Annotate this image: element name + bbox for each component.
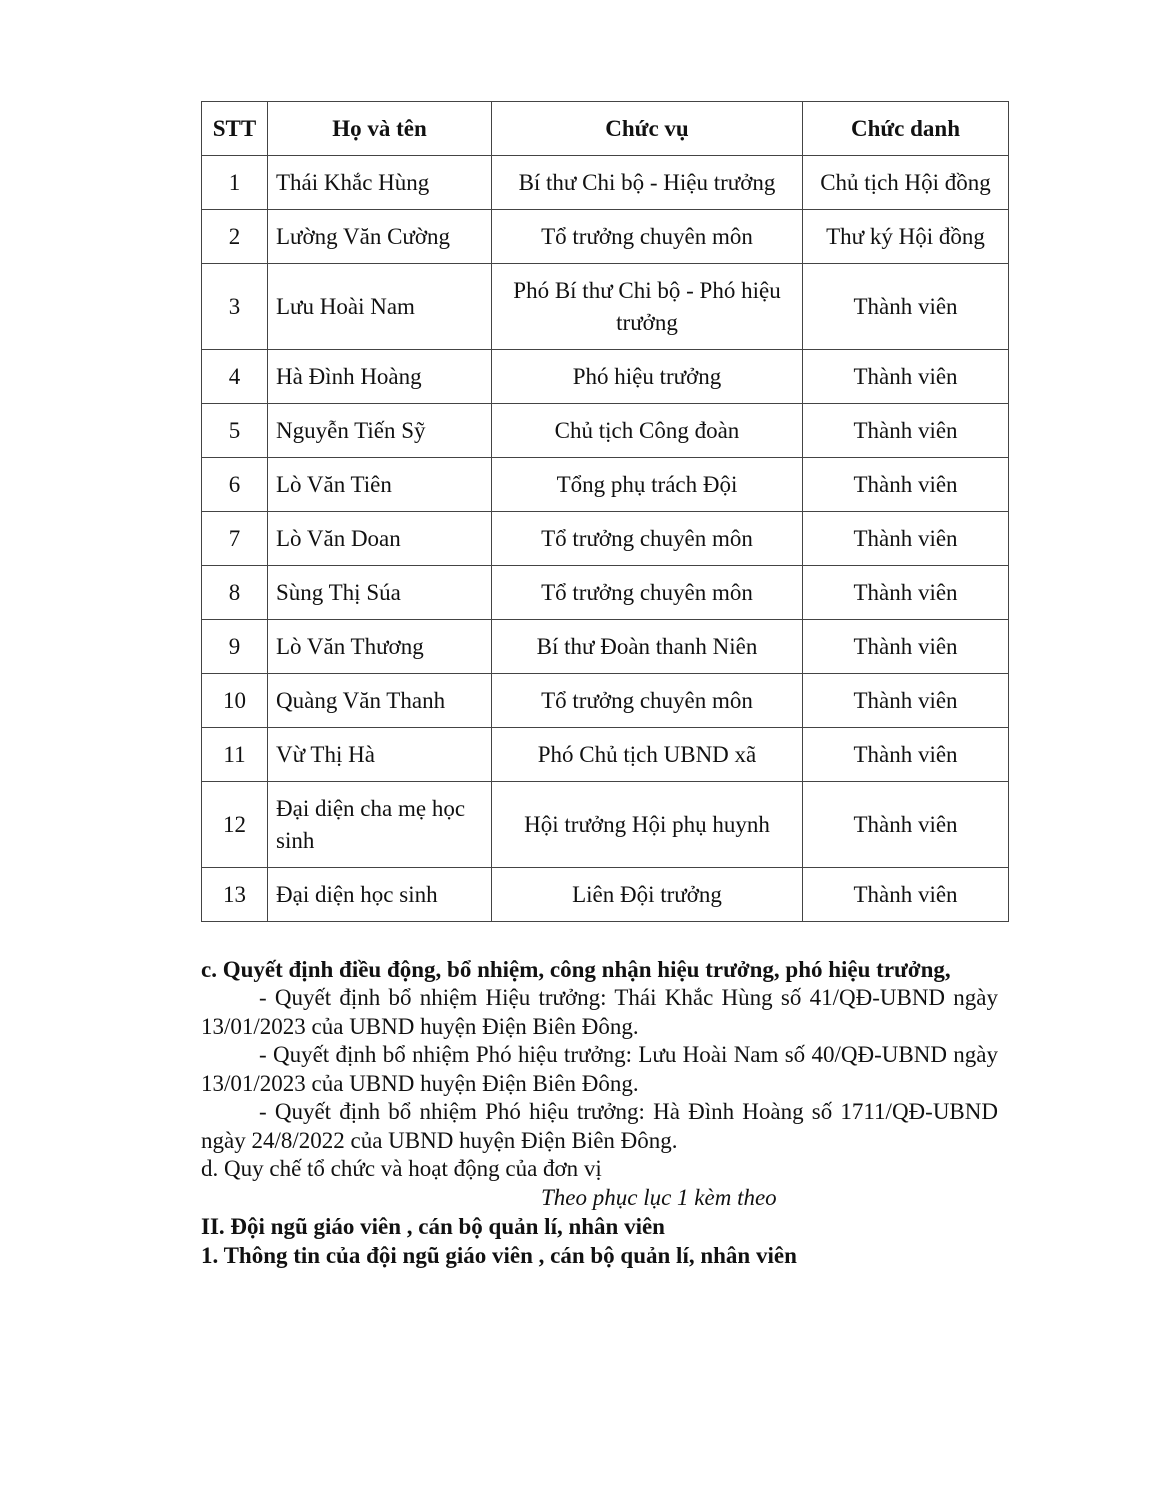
cell-position: Tổ trưởng chuyên môn: [492, 566, 803, 620]
header-name: Họ và tên: [268, 102, 492, 156]
section-d-heading: d. Quy chế tổ chức và hoạt động của đơn vị: [201, 1156, 602, 1181]
cell-name: Hà Đình Hoàng: [268, 350, 492, 404]
table-row: [202, 404, 1009, 458]
table-row: [202, 782, 1009, 868]
cell-name: Thái Khắc Hùng: [268, 156, 492, 210]
header-position: Chức vụ: [492, 102, 803, 156]
table-row: [202, 458, 1009, 512]
table-row: [202, 350, 1009, 404]
council-members-table: [201, 101, 1009, 922]
table-row: [202, 156, 1009, 210]
cell-title: Thành viên: [803, 264, 1009, 350]
cell-title: Thành viên: [803, 782, 1009, 868]
cell-title: Thành viên: [803, 620, 1009, 674]
table-header-row: [202, 102, 1009, 156]
cell-stt: 11: [202, 728, 268, 782]
section-c-heading: c. Quyết định điều động, bổ nhiệm, công nhận hiệu trưởng, phó hiệu trưởng,: [201, 957, 951, 982]
cell-position: Bí thư Chi bộ - Hiệu trưởng: [492, 156, 803, 210]
cell-title: Thành viên: [803, 350, 1009, 404]
cell-position: Bí thư Đoàn thanh Niên: [492, 620, 803, 674]
cell-title: Thành viên: [803, 566, 1009, 620]
cell-title: Thư ký Hội đồng: [803, 210, 1009, 264]
section-c-item: - Quyết định bổ nhiệm Hiệu trưởng: Thái Khắc Hùng số 41/QĐ-UBND ngày 13/01/2023 của UBND huyện Điện Biên Đông.: [201, 985, 998, 1039]
section-d-note: Theo phục lục 1 kèm theo: [541, 1185, 777, 1210]
cell-stt: 1: [202, 156, 268, 210]
section-ii-subheading: 1. Thông tin của đội ngũ giáo viên , cán bộ quản lí, nhân viên: [201, 1243, 797, 1268]
cell-title: Thành viên: [803, 512, 1009, 566]
cell-name: Vừ Thị Hà: [268, 728, 492, 782]
cell-name: Sùng Thị Súa: [268, 566, 492, 620]
cell-name: Lò Văn Doan: [268, 512, 492, 566]
cell-title: Thành viên: [803, 868, 1009, 922]
cell-stt: 2: [202, 210, 268, 264]
cell-name: Lưu Hoài Nam: [268, 264, 492, 350]
table-row: [202, 868, 1009, 922]
header-stt: STT: [202, 102, 268, 156]
table-row: [202, 512, 1009, 566]
cell-name: Lò Văn Tiên: [268, 458, 492, 512]
cell-stt: 5: [202, 404, 268, 458]
cell-name: Quàng Văn Thanh: [268, 674, 492, 728]
table-row: [202, 674, 1009, 728]
cell-title: Thành viên: [803, 458, 1009, 512]
cell-position: Liên Đội trưởng: [492, 868, 803, 922]
cell-name: Đại diện cha mẹ học sinh: [268, 782, 492, 868]
cell-stt: 10: [202, 674, 268, 728]
cell-name: Nguyễn Tiến Sỹ: [268, 404, 492, 458]
cell-stt: 7: [202, 512, 268, 566]
cell-position: Chủ tịch Công đoàn: [492, 404, 803, 458]
table-row: [202, 566, 1009, 620]
cell-title: Chủ tịch Hội đồng: [803, 156, 1009, 210]
cell-stt: 12: [202, 782, 268, 868]
cell-stt: 4: [202, 350, 268, 404]
cell-name: Lò Văn Thương: [268, 620, 492, 674]
cell-stt: 8: [202, 566, 268, 620]
table-row: [202, 264, 1009, 350]
cell-title: Thành viên: [803, 404, 1009, 458]
table-row: [202, 210, 1009, 264]
cell-name: Lường Văn Cường: [268, 210, 492, 264]
cell-name: Đại diện học sinh: [268, 868, 492, 922]
cell-position: Tổng phụ trách Đội: [492, 458, 803, 512]
cell-stt: 3: [202, 264, 268, 350]
cell-position: Tổ trưởng chuyên môn: [492, 674, 803, 728]
table-row: [202, 728, 1009, 782]
cell-stt: 9: [202, 620, 268, 674]
cell-position: Phó Chủ tịch UBND xã: [492, 728, 803, 782]
cell-stt: 6: [202, 458, 268, 512]
section-c-item: - Quyết định bổ nhiệm Phó hiệu trưởng: Lưu Hoài Nam số 40/QĐ-UBND ngày 13/01/2023 của UBND huyện Điện Biên Đông.: [201, 1042, 998, 1096]
table-row: [202, 620, 1009, 674]
cell-stt: 13: [202, 868, 268, 922]
section-c-item: - Quyết định bổ nhiệm Phó hiệu trưởng: Hà Đình Hoàng số 1711/QĐ-UBND ngày 24/8/2022 của UBND huyện Điện Biên Đông.: [201, 1099, 998, 1153]
cell-position: Tổ trưởng chuyên môn: [492, 512, 803, 566]
section-ii-heading: II. Đội ngũ giáo viên , cán bộ quản lí, nhân viên: [201, 1214, 665, 1239]
header-title: Chức danh: [803, 102, 1009, 156]
cell-position: Phó hiệu trưởng: [492, 350, 803, 404]
cell-position: Tổ trưởng chuyên môn: [492, 210, 803, 264]
cell-title: Thành viên: [803, 674, 1009, 728]
cell-position: Hội trưởng Hội phụ huynh: [492, 782, 803, 868]
cell-title: Thành viên: [803, 728, 1009, 782]
cell-position: Phó Bí thư Chi bộ - Phó hiệu trưởng: [492, 264, 803, 350]
